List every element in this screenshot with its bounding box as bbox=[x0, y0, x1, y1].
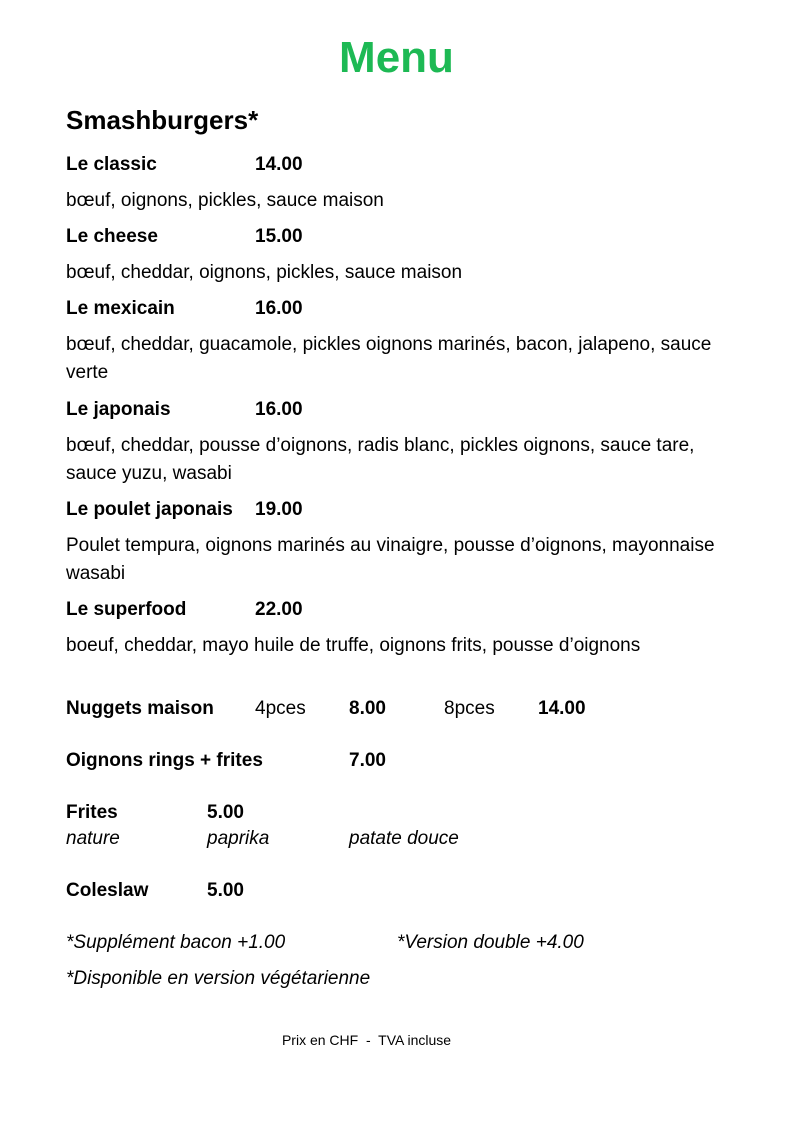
footer-note: Prix en CHF - TVA incluse bbox=[281, 1032, 452, 1048]
nuggets-qty-small: 4pces bbox=[255, 698, 306, 719]
burger-price: 16.00 bbox=[255, 298, 303, 319]
note-double: *Version double +4.00 bbox=[397, 932, 584, 953]
frites-option: patate douce bbox=[349, 828, 459, 849]
burger-description: bœuf, cheddar, guacamole, pickles oignons marinés, bacon, jalapeno, sauce verte bbox=[66, 334, 712, 383]
coleslaw-price: 5.00 bbox=[207, 880, 244, 901]
frites-price: 5.00 bbox=[207, 802, 244, 823]
burger-description: bœuf, oignons, pickles, sauce maison bbox=[66, 190, 384, 211]
burger-description: bœuf, cheddar, oignons, pickles, sauce maison bbox=[66, 262, 463, 283]
burger-name: Le classic bbox=[66, 154, 157, 175]
burger-price: 22.00 bbox=[255, 599, 303, 620]
burger-name: Le cheese bbox=[66, 226, 158, 247]
nuggets-price-large: 14.00 bbox=[538, 698, 586, 719]
nuggets-price-small: 8.00 bbox=[349, 698, 386, 719]
rings-name: Oignons rings + frites bbox=[66, 750, 263, 771]
nuggets-qty-large: 8pces bbox=[444, 698, 495, 719]
burger-price: 16.00 bbox=[255, 399, 303, 420]
burger-name: Le poulet japonais bbox=[66, 499, 233, 520]
burger-name: Le japonais bbox=[66, 399, 171, 420]
burger-price: 14.00 bbox=[255, 154, 303, 175]
burger-description: bœuf, cheddar, pousse d’oignons, radis blanc, pickles oignons, sauce tare, sauce yuzu, wasabi bbox=[66, 435, 695, 484]
burger-price: 19.00 bbox=[255, 499, 303, 520]
frites-name: Frites bbox=[66, 802, 118, 823]
burger-name: Le superfood bbox=[66, 599, 187, 620]
frites-option: nature bbox=[66, 828, 120, 849]
section-title-smashburgers: Smashburgers* bbox=[66, 105, 259, 135]
rings-price: 7.00 bbox=[349, 750, 386, 771]
nuggets-name: Nuggets maison bbox=[66, 698, 214, 719]
coleslaw-name: Coleslaw bbox=[66, 880, 149, 901]
note-bacon: *Supplément bacon +1.00 bbox=[66, 932, 286, 953]
note-vegetarian: *Disponible en version végétarienne bbox=[66, 968, 371, 989]
page-title: Menu bbox=[339, 33, 454, 82]
burger-name: Le mexicain bbox=[66, 298, 175, 319]
frites-option: paprika bbox=[207, 828, 270, 849]
burger-description: Poulet tempura, oignons marinés au vinaigre, pousse d’oignons, mayonnaise wasabi bbox=[66, 535, 715, 584]
burger-description: boeuf, cheddar, mayo huile de truffe, oignons frits, pousse d’oignons bbox=[66, 635, 641, 656]
burger-price: 15.00 bbox=[255, 226, 303, 247]
